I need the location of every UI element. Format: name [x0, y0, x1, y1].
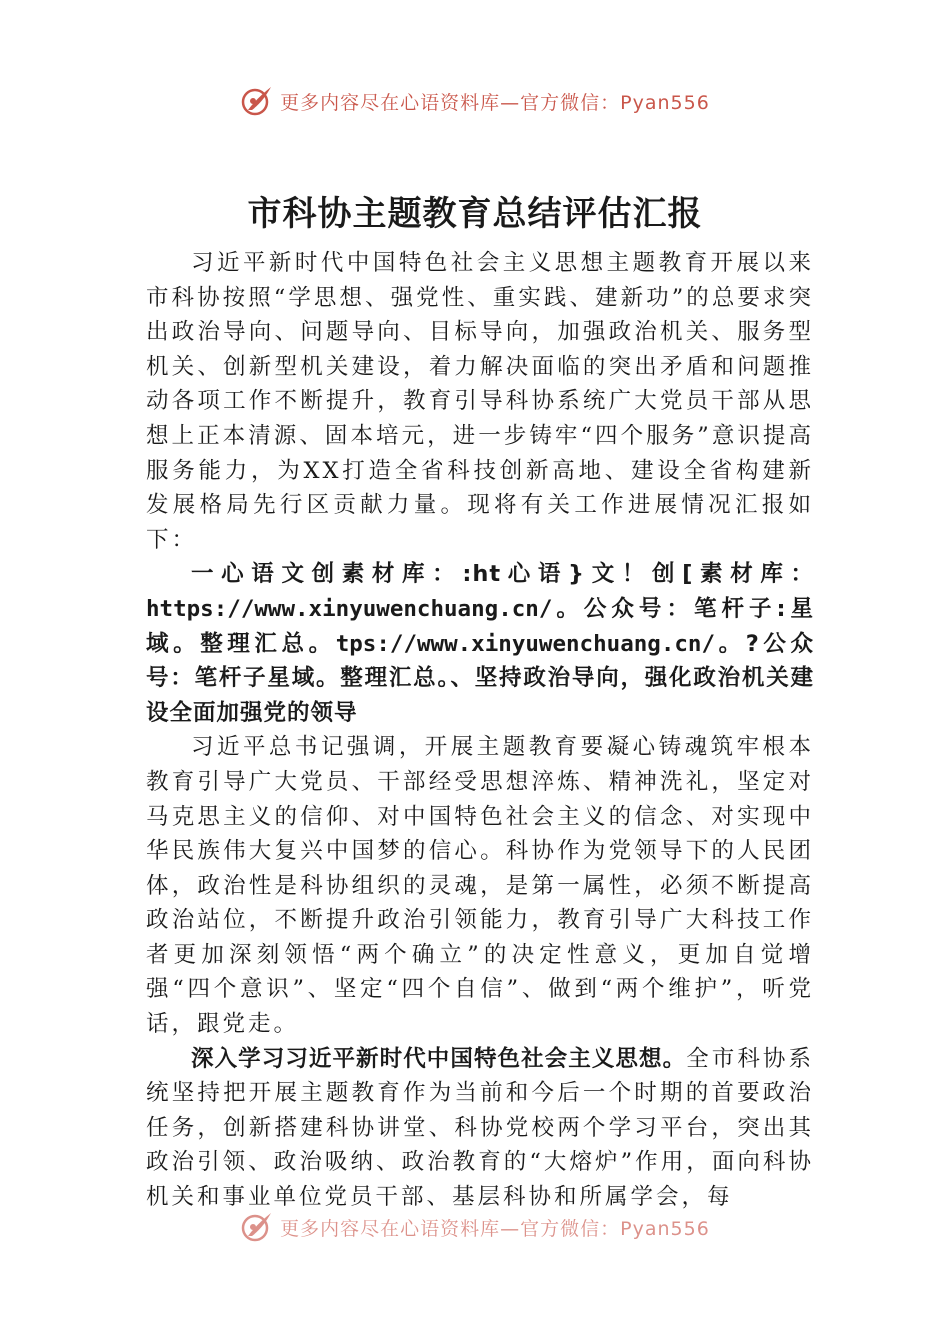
paragraph-3 [146, 1042, 814, 1215]
watermark-text: 更多内容尽在心语资料库—官方微信：Pyan556 [280, 91, 710, 114]
paragraph-3-text: 全市科协系统坚持把开展主题教育作为当前和今后一个时期的首要政治任务，创新搭建科协讲堂、科协党校两个学习平台，突出其政治引领、政治吸纳、政治教育的“大熔炉”作用，面向科协机关和事业单位党员干部、基层科协和所属学会，每 [146, 1045, 814, 1211]
heading-text-3: 。?公众号：笔杆子星域。整理汇总。、坚持政治导向，强化政治机关建设全面加强党的领导 [146, 630, 814, 726]
heading-url-1[interactable]: https://www.xinyuwenchuang.cn/ [146, 595, 553, 622]
paragraph-3-lead: 深入学习习近平新时代中国特色社会主义思想。 [191, 1045, 687, 1072]
quill-logo-icon [240, 84, 274, 118]
section-heading [146, 557, 814, 730]
paragraph-2: 习近平总书记强调，开展主题教育要凝心铸魂筑牢根本教育引导广大党员、干部经受思想淬炼、精神洗礼，坚定对马克思主义的信仰、对中国特色社会主义的信念、对实现中华民族伟大复兴中国梦的信心。科协作为党领导下的人民团体，政治性是科协组织的灵魂，是第一属性，必须不断提高政治站位，不断提升政治引领能力，教育引导广大科技工作者更加深刻领悟“两个确立”的决定性意义，更加自觉增强“四个意识”、坚定“四个自信”、做到“两个维护”，听党话，跟党走。 [146, 734, 814, 1038]
document-title: 市科协主题教育总结评估汇报 [247, 194, 703, 234]
watermark-text-footer: 更多内容尽在心语资料库—官方微信：Pyan556 [280, 1217, 710, 1240]
heading-url-2[interactable]: tps://www.xinyuwenchuang.cn/ [335, 630, 716, 657]
intro-paragraph: 习近平新时代中国特色社会主义思想主题教育开展以来市科协按照“学思想、强党性、重实践、建新功”的总要求突出政治导向、问题导向、目标导向，加强政治机关、服务型机关、创新型机关建设，着力解决面临的突出矛盾和问题推动各项工作不断提升，教育引导科协系统广大党员干部从思想上正本清源、固本培元，进一步铸牢“四个服务”意识提高服务能力，为XX打造全省科技创新高地、建设全省构建新发展格局先行区贡献力量。现将有关工作进展情况汇报如下： [146, 250, 814, 553]
heading-text-1: 一心语文创素材库：:ht心语}文！创[素材库： [191, 561, 814, 588]
watermark-footer [0, 1210, 950, 1244]
quill-logo-icon [240, 1210, 274, 1244]
heading-text-2: 。公众号：笔杆子:星域。整理汇总。 [146, 595, 814, 657]
watermark-header [0, 84, 950, 118]
document-body [146, 246, 814, 1215]
